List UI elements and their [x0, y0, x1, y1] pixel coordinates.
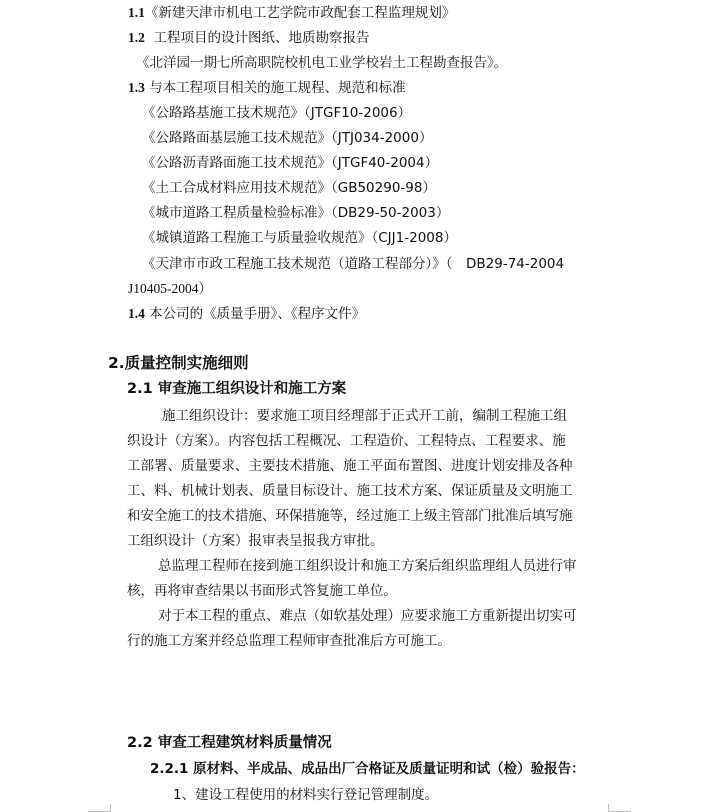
ref-item-1-1: [128, 3, 455, 23]
section-2-2-1-item: 1、建设工程使用的材料实行登记管理制度。: [173, 787, 439, 803]
page-corner-mark-right-vertical: [608, 804, 609, 812]
ref-item-1-4-number: 1.4: [128, 306, 145, 321]
ref-item-1-1-number: 1.1: [128, 5, 145, 20]
standard-item: 《天津市市政工程施工技术规范（道路工程部分）》（ DB29-74-2004: [142, 256, 565, 272]
section-2-2-1-heading: 2.2.1 原材料、半成品、成品出厂合格证及质量证明和试（检）验报告：: [150, 761, 585, 777]
paragraph-line: 工部署、质量要求、主要技术措施、施工平面布置图、进度计划安排及各种: [127, 458, 573, 474]
paragraph-chief-engineer-review: [127, 554, 577, 604]
paragraph-line: 织设计（方案）。内容包括工程概况、工程造价、工程特点、工程要求、施: [127, 433, 566, 449]
standard-item: 《城市道路工程质量检验标准》（DB29-50-2003）: [142, 205, 450, 221]
ref-item-1-3-text: 与本工程项目相关的施工规程、规范和标准: [149, 80, 406, 96]
paragraph-line: 行的施工方案并经总监理工程师审查批准后方可施工。: [127, 633, 451, 649]
paragraph-line: 施工组织设计：要求施工项目经理部于正式开工前，编制工程施工组: [162, 408, 567, 424]
ref-item-1-2-number: 1.2: [128, 30, 145, 45]
paragraph-construction-design: [127, 404, 573, 554]
standard-item-continuation: J10405-2004）: [128, 281, 212, 296]
paragraph-line: 核，再将审查结果以书面形式答复施工单位。: [127, 583, 397, 599]
paragraph-line: 对于本工程的重点、难点（如软基处理）应要求施工方重新提出切实可: [158, 608, 577, 624]
ref-item-1-2-sub: 《北洋园一期七所高职院校机电工业学校岩土工程勘查报告》。: [136, 55, 508, 71]
paragraph-line: 总监理工程师在接到施工组织设计和施工方案后组织监理组人员进行审: [158, 558, 577, 574]
paragraph-key-difficulties: [127, 604, 577, 654]
standard-item: 《公路路面基层施工技术规范》（JTJ034-2000）: [142, 130, 433, 146]
page-corner-mark-left-vertical: [110, 804, 111, 812]
ref-item-1-3-number: 1.3: [128, 80, 145, 95]
section-2-1-heading: 2.1 审查施工组织设计和施工方案: [127, 381, 347, 397]
ref-item-1-3: [128, 78, 406, 98]
standard-item: 《土工合成材料应用技术规范》（GB50290-98）: [142, 180, 436, 196]
ref-item-1-1-text: 《新建天津市机电工艺学院市政配套工程监理规划》: [144, 5, 456, 21]
standard-item: 《公路路基施工技术规范》（JTGF10-2006）: [142, 105, 412, 121]
standard-item: 《公路沥青路面施工技术规范》（JTGF40-2004）: [142, 155, 439, 171]
ref-item-1-2-text: 工程项目的设计图纸、地质勘察报告: [153, 30, 370, 46]
paragraph-line: 工组织设计（方案）报审表呈报我方审批。: [127, 533, 384, 549]
section-2-2-heading: 2.2 审查工程建筑材料质量情况: [127, 735, 332, 751]
section-2-heading: 2.质量控制实施细则: [108, 354, 249, 372]
ref-item-1-4: [128, 304, 365, 324]
standard-item: 《城镇道路工程施工与质量验收规范》（CJJ1-2008）: [142, 230, 457, 246]
ref-item-1-4-text: 本公司的《质量手册》、《程序文件》: [149, 306, 366, 322]
paragraph-line: 工、料、机械计划表、质量目标设计、施工技术方案、保证质量及文明施工: [127, 483, 573, 499]
ref-item-1-2: [128, 28, 369, 48]
paragraph-line: 和安全施工的技术措施、环保措施等，经过施工上级主管部门批准后填写施: [127, 508, 573, 524]
